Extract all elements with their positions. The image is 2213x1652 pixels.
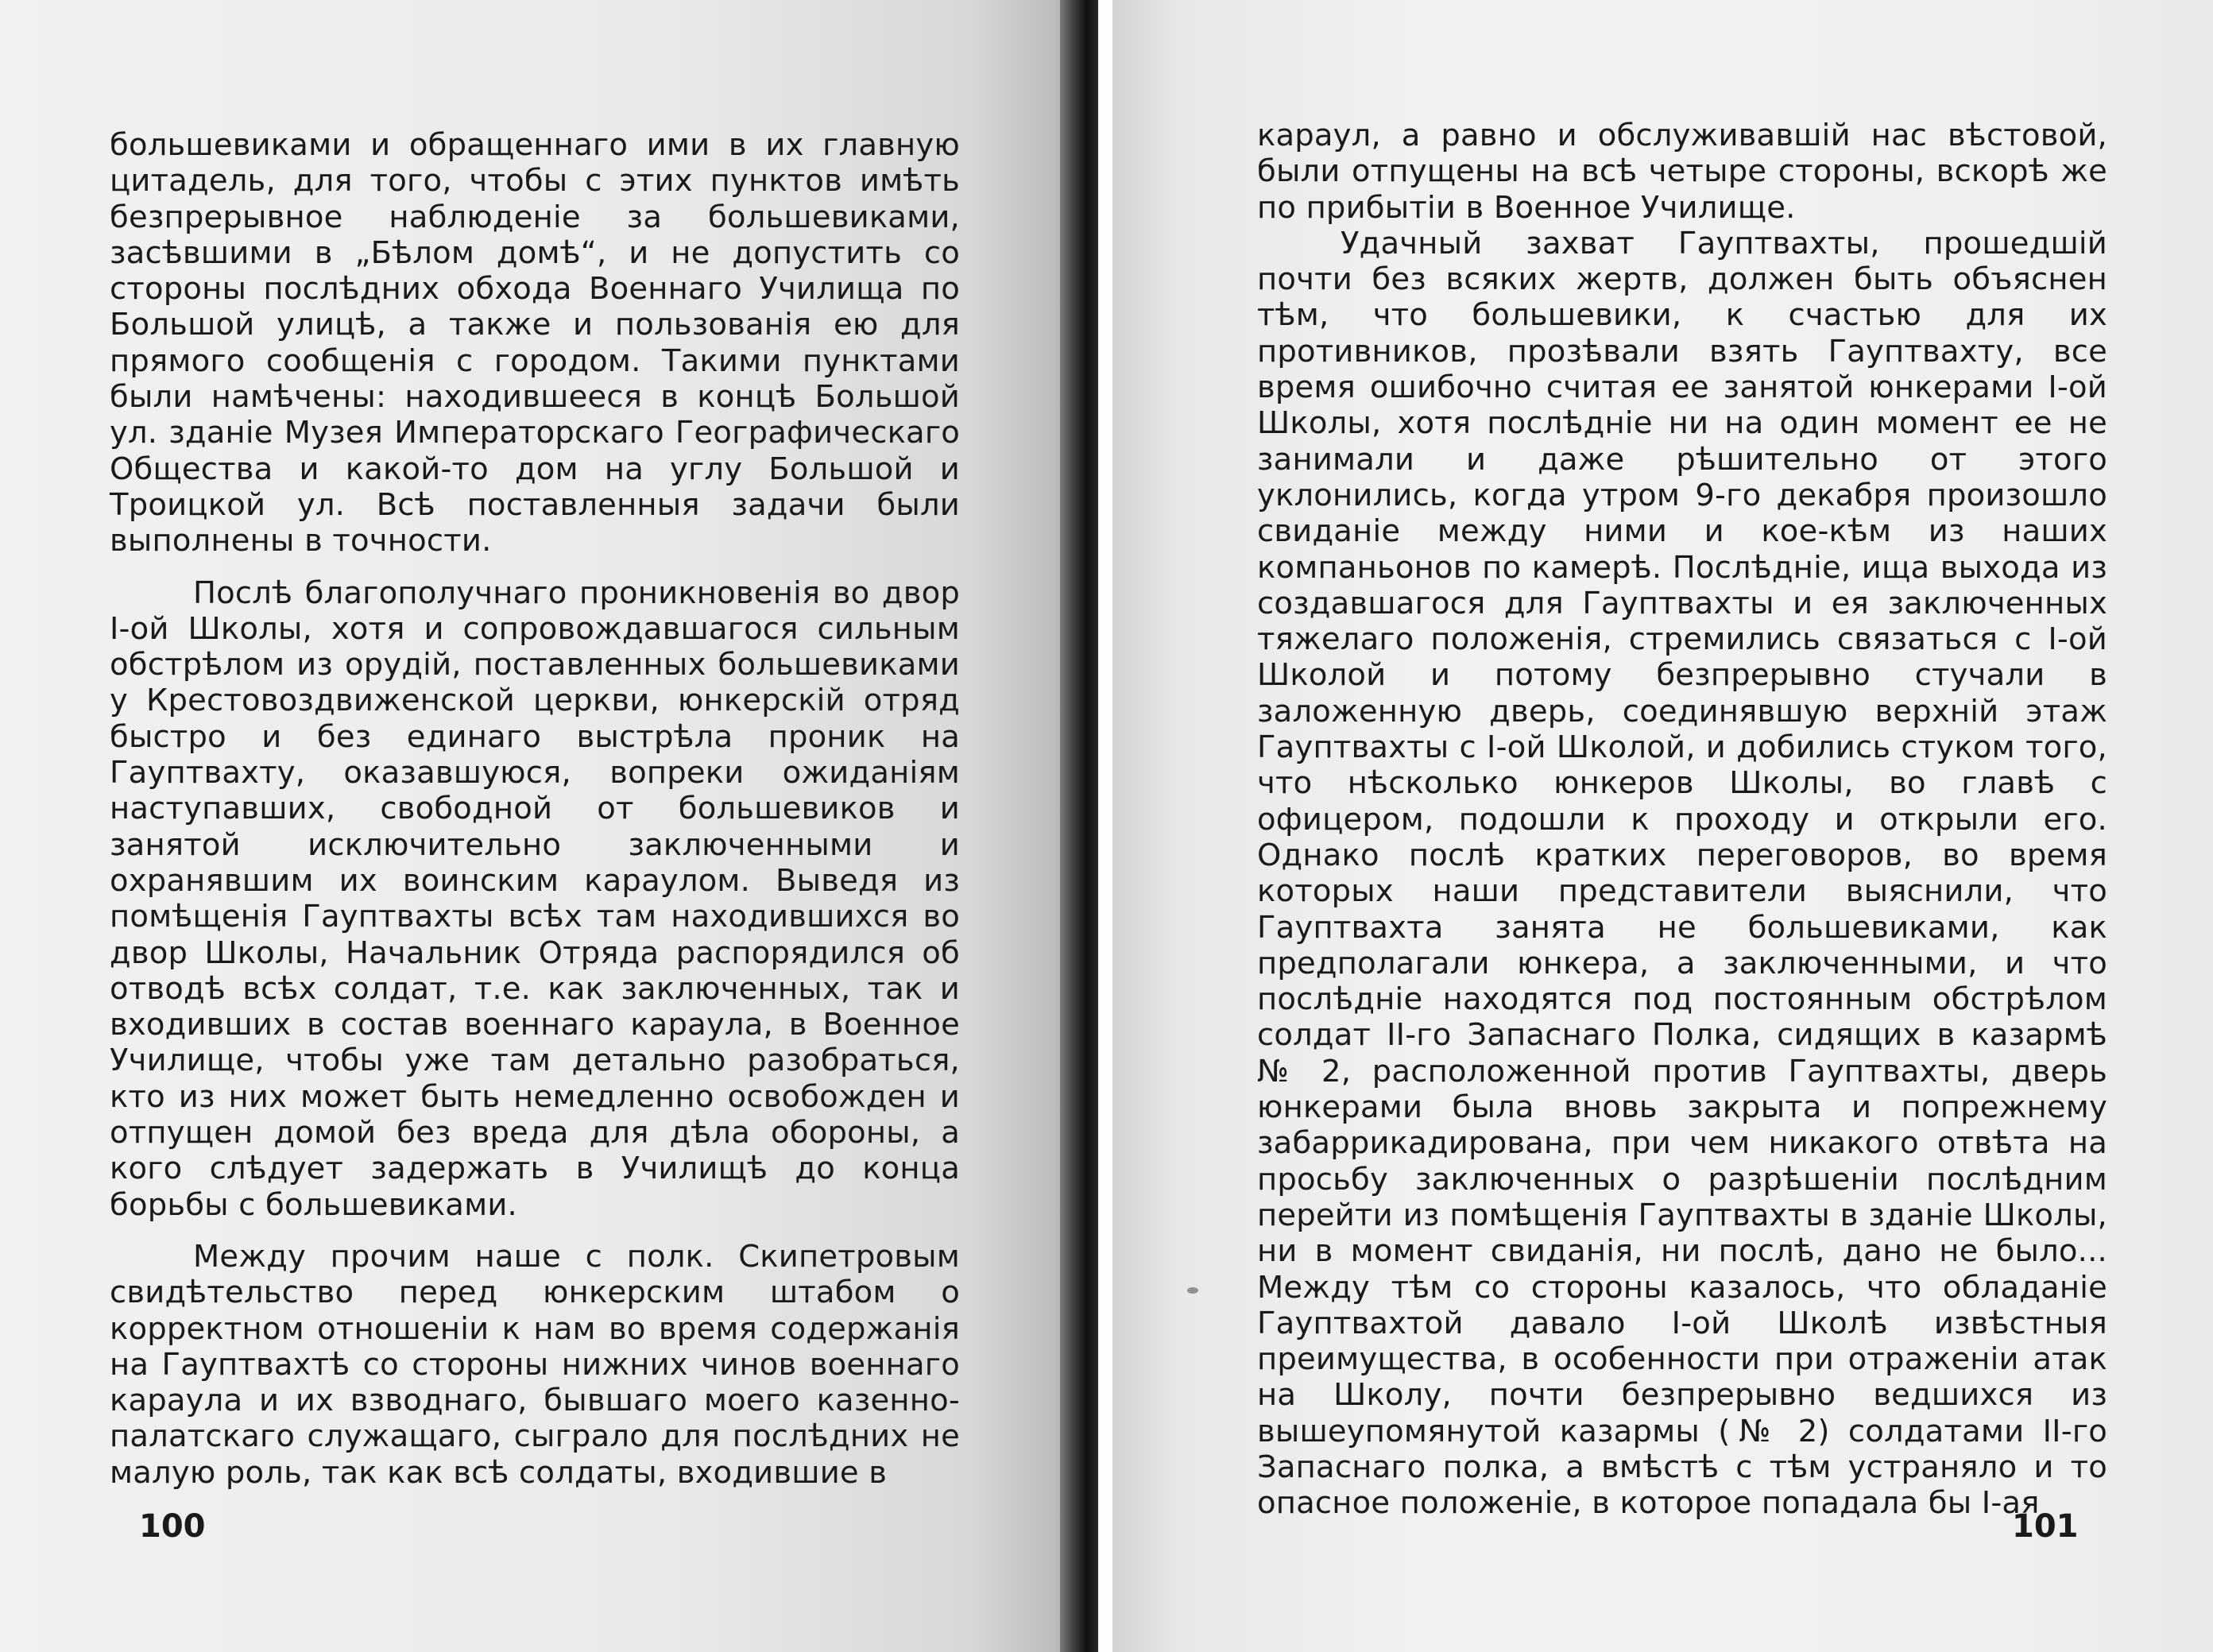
paragraph: Послѣ благополучнаго проникновенія во двор І-ой Школы, хотя и сопровождавшагося сильным обстрѣлом из орудій, поставленных большевиками у Крестовоздвиженской церкви, юнкерскій отряд быстро и без единаго выстрѣла проник на Гауптвахту, оказавшуюся, вопреки ожиданіям наступавших, свободной от большевиков и занятой исключительно заключенными и охранявшим их воинским караулом. Выведя из помѣщенія Гауптвахты всѣх там находившихся во двор Школы, Начальник Отряда распорядился об отводѣ всѣх солдат, т.е. как заключенных, так и входивших в состав военнаго караула, в Военное Училище, чтобы уже там детально разобраться, кто из них может быть немедленно освобожден и отпущен домой без вреда для дѣла обороны, а кого слѣдует задержать в Училищѣ до конца борьбы с большевиками.	[110, 575, 960, 1223]
ink-speck	[1187, 1287, 1198, 1294]
page-number-right: 101	[2012, 1508, 2079, 1545]
paragraph: Удачный захват Гауптвахты, прошедшій почти без всяких жертв, должен быть объяснен тѣм, что большевики, к счастью для их противников, прозѣвали взять Гауптвахту, все время ошибочно считая ее занятой юнкерами І-ой Школы, хотя послѣдніе ни на один момент ее не занимали и даже рѣшительно от этого уклонились, когда утром 9-го декабря произошло свиданіе между ними и кое-кѣм из наших компаньонов по камерѣ. Послѣдніе, ища выхода из создавшагося для Гауптвахты и ея заключенных тяжелаго положенія, стремились связаться с І-ой Школой и потому безпрерывно стучали в заложенную дверь, соединявшую верхній этаж Гауптвахты с І-ой Школой, и добились стуком того, что нѣсколько юнкеров Школы, во главѣ с офицером, подошли к проходу и открыли его. Однако послѣ кратких переговоров, во время которых наши представители выяснили, что Гауптвахта занята не большевиками, как предполагали юнкера, а заключенными, и что послѣдніе находятся под постоянным обстрѣлом солдат ІІ-го Запаснаго Полка, сидящих в казармѣ № 2, расположенной против Гауптвахты, дверь юнкерами была вновь закрыта и попрежнему забаррикадирована, при чем никакого отвѣта на просьбу заключенных о разрѣшеніи послѣдним перейти из помѣщенія Гауптвахты в зданіе Школы, ни в момент свиданія, ни послѣ, дано не было... Между тѣм со стороны казалось, что обладаніе Гауптвахтой давало І-ой Школѣ извѣстныя преимущества, в особенности при отраженіи атак на Школу, почти безпрерывно ведшихся из вышеупомянутой казармы (№ 2) солдатами ІІ-го Запаснаго полка, а вмѣстѣ с тѣм устраняло и то опасное положеніе, в которое попадала бы І-ая	[1257, 225, 2107, 1522]
page-number-left: 100	[139, 1508, 206, 1545]
paragraph: большевиками и обращеннаго ими в их главную цитадель, для того, чтобы с этих пунктов имѣть безпрерывное наблюденіе за большевиками, засѣвшими в „Бѣлом домѣ“, и не допустить со стороны послѣдних обхода Военнаго Училища по Большой улицѣ, а также и пользованія ею для прямого сообщенія с городом. Такими пунктами были намѣчены: находившееся в концѣ Большой ул. зданіе Музея Императорскаго Географическаго Общества и какой-то дом на углу Большой и Троицкой ул. Всѣ поставленныя задачи были выполнены в точности.	[110, 127, 960, 559]
paragraph: караул, а равно и обслуживавшій нас вѣстовой, были отпущены на всѣ четыре стороны, вскорѣ же по прибытіи в Военное Училище.	[1257, 118, 2107, 226]
book-spine	[1060, 0, 1098, 1652]
left-page-text	[110, 127, 960, 1491]
right-page-text	[1257, 118, 2107, 1522]
paragraph: Между прочим наше с полк. Скипетровым свидѣтельство перед юнкерским штабом о корректном отношеніи к нам во время содержанія на Гауптвахтѣ со стороны нижних чинов военнаго караула и их взводнаго, бывшаго моего казенно-палатскаго служащаго, сыграло для послѣдних не малую роль, так как всѣ солдаты, входившие в	[110, 1238, 960, 1491]
